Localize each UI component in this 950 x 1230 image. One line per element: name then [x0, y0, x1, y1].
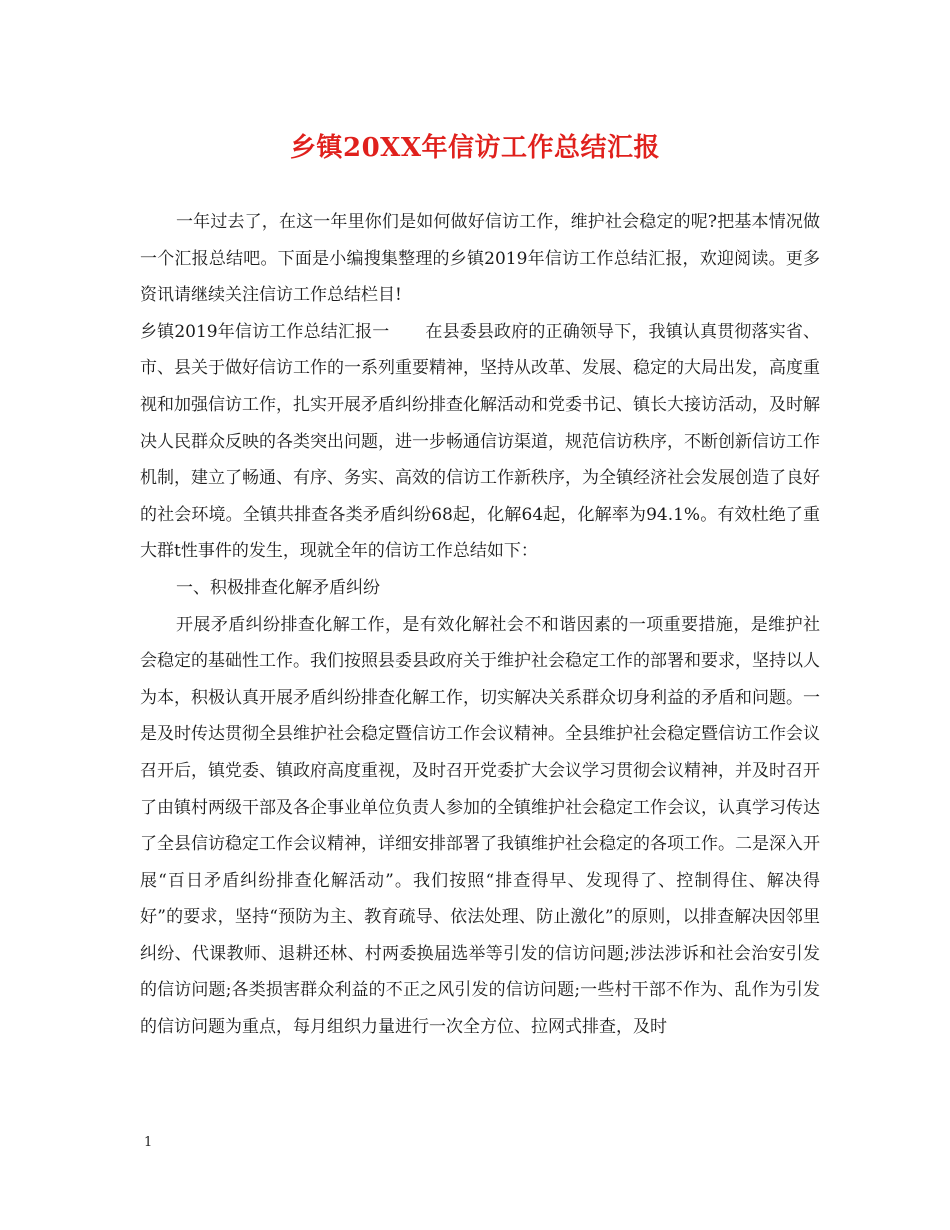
- report-body: 在县委县政府的正确领导下，我镇认真贯彻落实省、市、县关于做好信访工作的一系列重要精神，坚持从改革、发展、稳定的大局出发，高度重视和加强信访工作，扎实开展矛盾纠纷排查化解活动和党委书记、镇长大接访活动，及时解决人民群众反映的各类突出问题，进一步畅通信访渠道，规范信访秩序，不断创新信访工作机制，建立了畅通、有序、务实、高效的信访工作新秩序，为全镇经济社会发展创造了良好的社会环境。全镇共排查各类矛盾纠纷68起，化解64起，化解率为94.1%。有效杜绝了重大群t性事件的发生，现就全年的信访工作总结如下：: [140, 321, 821, 562]
- report-heading: 乡镇2019年信访工作总结汇报一: [140, 321, 390, 342]
- section-paragraph: 开展矛盾纠纷排查化解工作，是有效化解社会不和谐因素的一项重要措施，是维护社会稳定的基础性工作。我们按照县委县政府关于维护社会稳定工作的部署和要求，坚持以人为本，积极认真开展矛盾纠纷排查化解工作，切实解决关系群众切身利益的矛盾和问题。一是及时传达贯彻全县维护社会稳定暨信访工作会议精神。全县维护社会稳定暨信访工作会议召开后，镇党委、镇政府高度重视，及时召开党委扩大会议学习贯彻会议精神，并及时召开了由镇村两级干部及各企事业单位负责人参加的全镇维护社会稳定工作会议，认真学习传达了全县信访稳定工作会议精神，详细安排部署了我镇维护社会稳定的各项工作。二是深入开展“百日矛盾纠纷排查化解活动”。我们按照“排查得早、发现得了、控制得住、解决得好”的要求，坚持“预防为主、教育疏导、依法处理、防止激化”的原则，以排查解决因邻里纠纷、代课教师、退耕还林、村两委换届选举等引发的信访问题;涉法涉诉和社会治安引发的信访问题;各类损害群众利益的不正之风引发的信访问题;一些村干部不作为、乱作为引发的信访问题为重点，每月组织力量进行一次全方位、拉网式排查，及时: [140, 614, 820, 1038]
- document-title: 乡镇20XX年信访工作总结汇报: [289, 133, 661, 163]
- intro-paragraph: 一年过去了，在这一年里你们是如何做好信访工作，维护社会稳定的呢?把基本情况做一个汇报总结吧。下面是小编搜集整理的乡镇2019年信访工作总结汇报，欢迎阅读。更多资讯请继续关注信访工作总结栏目!: [140, 212, 820, 306]
- report-paragraph: [140, 314, 820, 570]
- section-heading: 一、积极排查化解矛盾纠纷: [176, 577, 380, 598]
- document-body: [140, 204, 820, 1046]
- page-number: 1: [144, 1135, 153, 1150]
